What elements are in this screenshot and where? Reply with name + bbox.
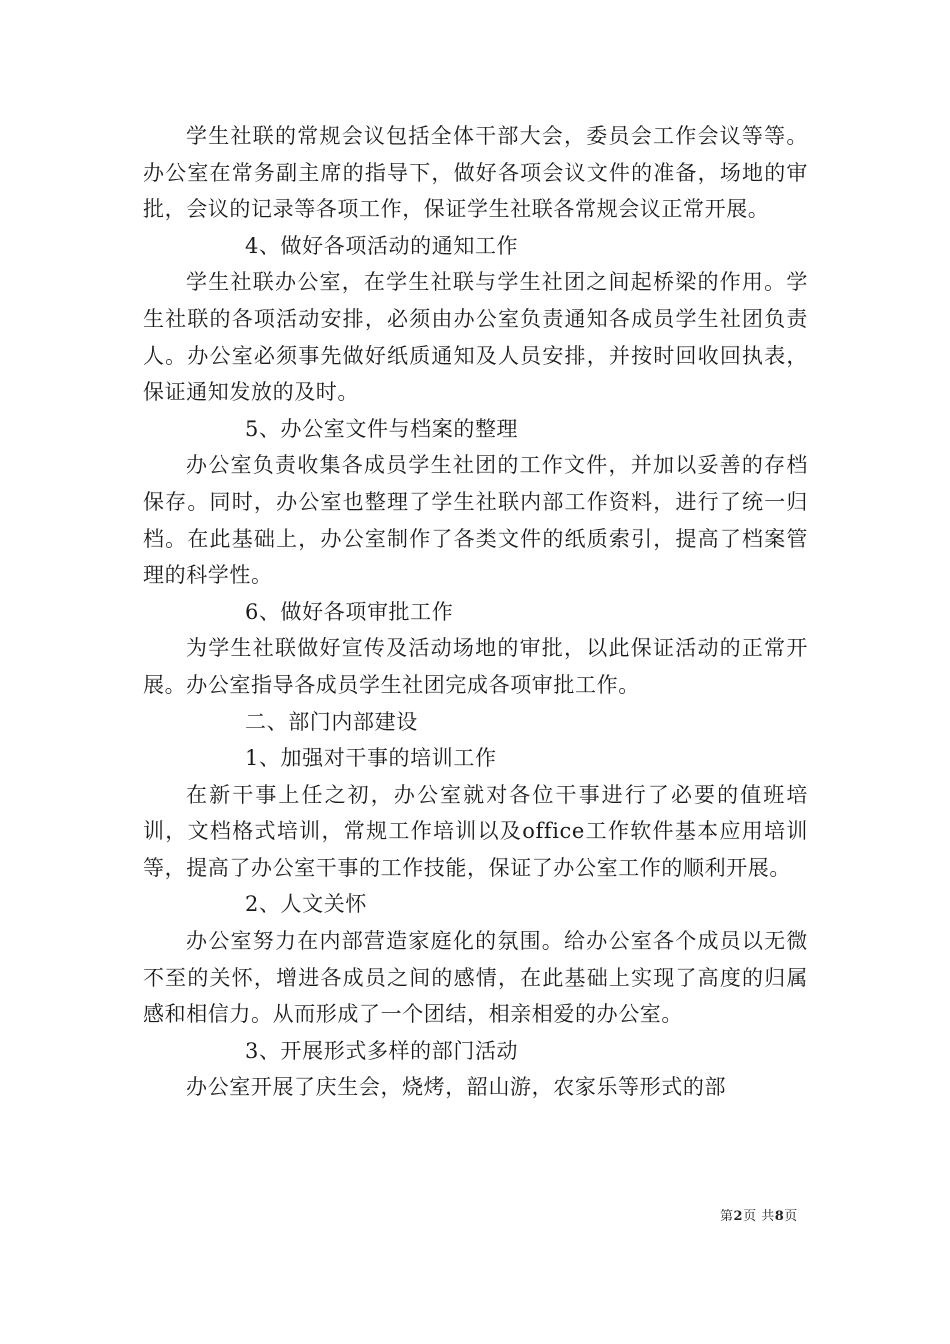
footer-middle: 页 共 bbox=[743, 1209, 775, 1224]
paragraph-meetings: 学生社联的常规会议包括全体干部大会，委员会工作会议等等。办公室在常务副主席的指导下，做好各项会议文件的准备，场地的审批，会议的记录等各项工作，保证学生社联各常规会议正常开展。 bbox=[143, 124, 808, 222]
heading-notification-work: 4、做好各项活动的通知工作 bbox=[245, 233, 519, 258]
footer-suffix: 页 bbox=[784, 1209, 798, 1224]
footer-prefix: 第 bbox=[720, 1209, 734, 1224]
heading-approval-work: 6、做好各项审批工作 bbox=[245, 599, 454, 624]
paragraph-archive: 办公室负责收集各成员学生社团的工作文件，并加以妥善的存档保存。同时，办公室也整理了学生社联内部工作资料，进行了统一归档。在此基础上，办公室制作了各类文件的纸质索引，提高了档案管理的科学性。 bbox=[143, 453, 808, 588]
footer-total-pages: 8 bbox=[774, 1209, 785, 1224]
heading-care: 2、人文关怀 bbox=[245, 892, 367, 917]
paragraph-activities: 办公室开展了庆生会，烧烤，韶山游，农家乐等形式的部 bbox=[186, 1075, 727, 1100]
heading-activities: 3、开展形式多样的部门活动 bbox=[245, 1038, 519, 1063]
paragraph-approval: 为学生社联做好宣传及活动场地的审批，以此保证活动的正常开展。办公室指导各成员学生社团完成各项审批工作。 bbox=[143, 636, 808, 697]
footer-current-page: 2 bbox=[733, 1209, 744, 1224]
paragraph-notification: 学生社联办公室，在学生社联与学生社团之间起桥梁的作用。学生社联的各项活动安排，必须由办公室负责通知各成员学生社团负责人。办公室必须事先做好纸质通知及人员安排，并按时回收回执表，保证通知发放的及时。 bbox=[143, 270, 808, 405]
paragraph-training: 在新干事上任之初，办公室就对各位干事进行了必要的值班培训，文档格式培训，常规工作培训以及office工作软件基本应用培训等，提高了办公室干事的工作技能，保证了办公室工作的顺利开展。 bbox=[143, 782, 808, 880]
heading-archive-work: 5、办公室文件与档案的整理 bbox=[245, 416, 519, 441]
heading-internal-building: 二、部门内部建设 bbox=[245, 709, 418, 734]
document-body bbox=[143, 118, 808, 1106]
heading-training: 1、加强对干事的培训工作 bbox=[245, 746, 497, 771]
paragraph-care: 办公室努力在内部营造家庭化的氛围。给办公室各个成员以无微不至的关怀，增进各成员之间的感情，在此基础上实现了高度的归属感和相信力。从而形成了一个团结，相亲相爱的办公室。 bbox=[143, 929, 808, 1027]
page-footer bbox=[720, 1205, 798, 1224]
